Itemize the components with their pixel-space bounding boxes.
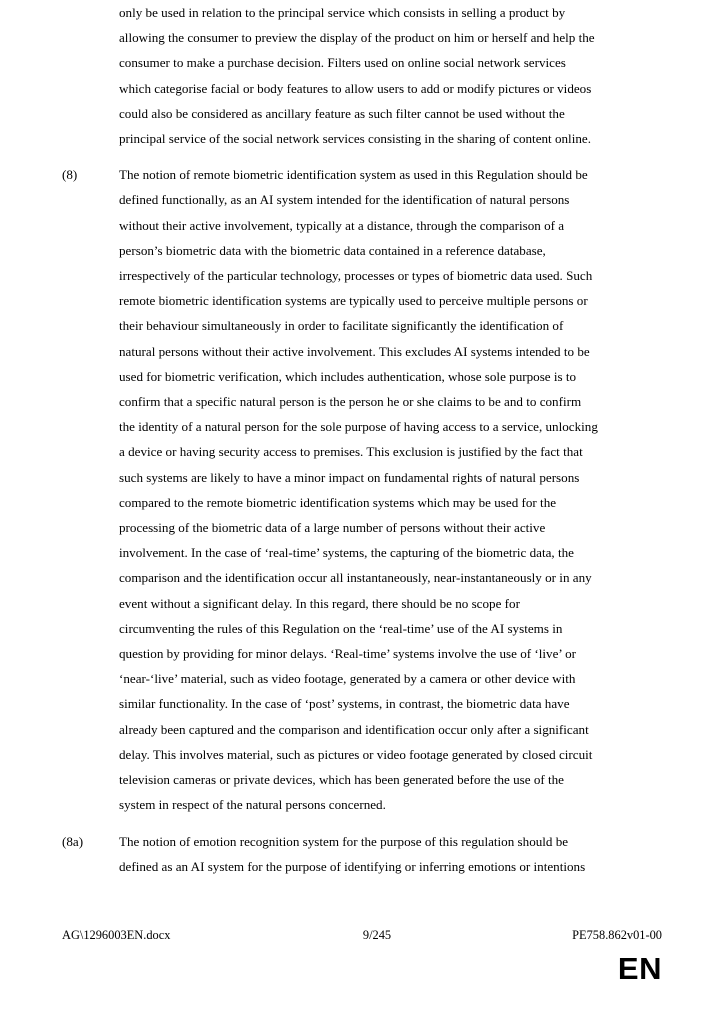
text-line: their behaviour simultaneously in order to facilitate significantly the identification of [119, 318, 564, 334]
paragraph-marker-8: (8) [62, 167, 78, 183]
text-line: event without a significant delay. In this regard, there should be no scope for [119, 595, 520, 611]
text-line: which categorise facial or body features to allow users to add or modify pictures or videos [119, 80, 592, 96]
footer-page-number: 9/245 [362, 928, 392, 942]
text-line: irrespectively of the particular technology, processes or types of biometric data used. Such [119, 268, 593, 284]
paragraph-text [0, 0, 654, 151]
text-line: natural persons without their active involvement. This excludes AI systems intended to be [119, 343, 590, 359]
paragraph-text [0, 162, 654, 817]
text-line: question by providing for minor delays. ‘Real-time’ systems involve the use of ‘live’ or [119, 646, 576, 662]
text-line: used for biometric verification, which includes authentication, whose sole purpose is to [119, 368, 577, 384]
text-line: comparison and the identification occur all instantaneously, near-instantaneously or in any [119, 570, 592, 586]
text-line: television cameras or private devices, which has been generated before the use of the [119, 772, 564, 788]
text-line: similar functionality. In the case of ‘post’ systems, in contrast, the biometric data have [119, 696, 570, 712]
paragraph-marker-8a: (8a) [62, 833, 84, 849]
text-line: such systems are likely to have a minor impact on fundamental rights of natural persons [119, 469, 580, 485]
text-line: only be used in relation to the principal service which consists in selling a product by [119, 5, 566, 20]
text-line: allowing the consumer to preview the display of the product on him or herself and help the [119, 30, 595, 46]
text-line: without their active involvement, typically at a distance, through the comparison of a [119, 217, 565, 233]
text-line: ‘near-‘live’ material, such as video footage, generated by a camera or other device with [119, 671, 576, 687]
text-line: could also be considered as ancillary feature as such filter cannot be used without the [119, 105, 565, 121]
text-line: involvement. In the case of ‘real-time’ systems, the capturing of the biometric data, the [119, 545, 574, 561]
paragraph-8a [0, 829, 724, 879]
text-line: compared to the remote biometric identification systems which may be used for the [119, 494, 557, 510]
footer-document-reference: PE758.862v01-00 [572, 928, 662, 942]
text-line: defined as an AI system for the purpose of identifying or inferring emotions or intentions [119, 858, 586, 874]
text-line: The notion of remote biometric identification system as used in this Regulation should be [119, 167, 588, 183]
text-line: system in respect of the natural persons concerned. [119, 797, 386, 813]
language-mark: EN [617, 951, 662, 986]
text-line: consumer to make a purchase decision. Filters used on online social network services [119, 55, 566, 71]
text-line: confirm that a specific natural person is the person he or she claims to be and to confirm [119, 394, 582, 410]
text-line: circumventing the rules of this Regulation on the ‘real-time’ use of the AI systems in [119, 620, 563, 636]
text-line: processing of the biometric data of a large number of persons without their active [119, 520, 546, 536]
footer-file-reference: AG\1296003EN.docx [62, 928, 171, 942]
text-line: a device or having security access to premises. This exclusion is justified by the fact that [119, 444, 583, 460]
text-line: The notion of emotion recognition system for the purpose of this regulation should be [119, 833, 569, 849]
paragraph-continued [0, 0, 724, 151]
text-line: principal service of the social network services consisting in the sharing of content online. [119, 131, 591, 147]
page-footer [0, 925, 724, 947]
text-line: already been captured and the comparison and identification occur only after a significant [119, 721, 589, 737]
text-line: delay. This involves material, such as pictures or video footage generated by closed circuit [119, 746, 593, 762]
text-line: defined functionally, as an AI system intended for the identification of natural persons [119, 192, 570, 208]
paragraph-8 [0, 162, 724, 817]
text-line: person’s biometric data with the biometric data contained in a reference database, [119, 242, 546, 258]
text-line: remote biometric identification systems are typically used to perceive multiple persons or [119, 293, 588, 309]
text-line: the identity of a natural person for the sole purpose of having access to a service, unlocking [119, 419, 598, 435]
